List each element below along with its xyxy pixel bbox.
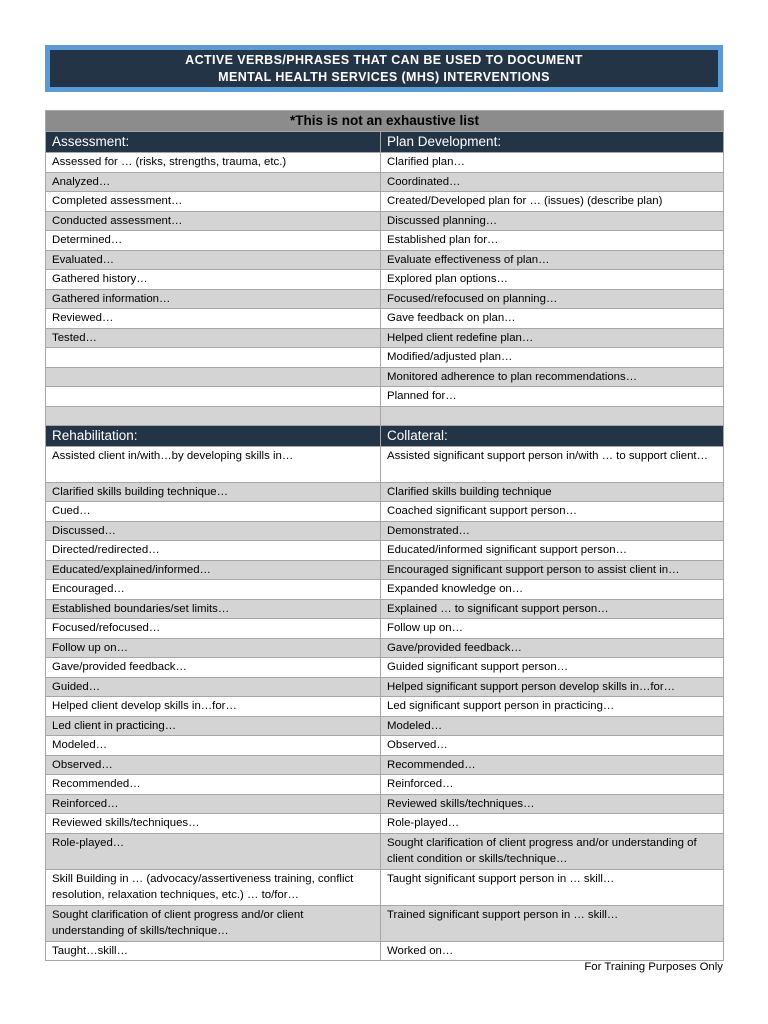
right-cell: Focused/refocused on planning…	[381, 289, 724, 309]
note-row	[46, 111, 724, 132]
right-cell: Expanded knowledge on…	[381, 580, 724, 600]
section-header-row	[46, 132, 724, 153]
left-cell: Gave/provided feedback…	[46, 658, 381, 678]
right-cell: Planned for…	[381, 387, 724, 407]
left-cell: Gathered history…	[46, 270, 381, 290]
left-cell: Analyzed…	[46, 172, 381, 192]
table-row	[46, 869, 724, 905]
left-cell: Helped client develop skills in…for…	[46, 697, 381, 717]
right-cell: Modeled…	[381, 716, 724, 736]
verbs-table	[45, 110, 724, 961]
note-cell: *This is not an exhaustive list	[46, 111, 724, 132]
right-cell: Clarified plan…	[381, 153, 724, 173]
right-cell: Worked on…	[381, 941, 724, 961]
title-line-2: MENTAL HEALTH SERVICES (MHS) INTERVENTIONS	[218, 69, 550, 84]
left-cell: Gathered information…	[46, 289, 381, 309]
left-cell	[46, 367, 381, 387]
table-row	[46, 231, 724, 251]
left-cell: Role-played…	[46, 833, 381, 869]
left-cell	[46, 348, 381, 368]
left-cell: Sought clarification of client progress and/or client understanding of skills/technique…	[46, 905, 381, 941]
right-cell: Helped significant support person develop skills in…for…	[381, 677, 724, 697]
table-row	[46, 755, 724, 775]
right-cell: Guided significant support person…	[381, 658, 724, 678]
left-cell: Led client in practicing…	[46, 716, 381, 736]
right-cell: Educated/informed significant support person…	[381, 541, 724, 561]
left-cell: Tested…	[46, 328, 381, 348]
table-row	[46, 599, 724, 619]
right-cell: Led significant support person in practicing…	[381, 697, 724, 717]
right-cell: Encouraged significant support person to assist client in…	[381, 560, 724, 580]
right-cell: Clarified skills building technique	[381, 482, 724, 502]
table-row	[46, 580, 724, 600]
left-cell: Reviewed…	[46, 309, 381, 329]
table-row	[46, 541, 724, 561]
right-cell: Gave feedback on plan…	[381, 309, 724, 329]
left-cell: Skill Building in … (advocacy/assertiveness training, conflict resolution, relaxation techniques, etc.) … to/for…	[46, 869, 381, 905]
table-row	[46, 794, 724, 814]
right-cell: Recommended…	[381, 755, 724, 775]
left-cell: Educated/explained/informed…	[46, 560, 381, 580]
right-cell: Helped client redefine plan…	[381, 328, 724, 348]
left-cell: Modeled…	[46, 736, 381, 756]
table-row	[46, 172, 724, 192]
table-row	[46, 775, 724, 795]
table-row	[46, 502, 724, 522]
left-cell: Discussed…	[46, 521, 381, 541]
right-cell: Assisted significant support person in/with … to support client…	[381, 446, 724, 482]
table-row	[46, 814, 724, 834]
right-cell: Trained significant support person in … skill…	[381, 905, 724, 941]
right-cell: Sought clarification of client progress and/or understanding of client condition or skills/technique…	[381, 833, 724, 869]
table-row	[46, 560, 724, 580]
left-cell: Encouraged…	[46, 580, 381, 600]
right-cell: Demonstrated…	[381, 521, 724, 541]
title-line-1: ACTIVE VERBS/PHRASES THAT CAN BE USED TO DOCUMENT	[185, 52, 583, 67]
table-row	[46, 521, 724, 541]
left-cell: Assessed for … (risks, strengths, trauma, etc.)	[46, 153, 381, 173]
footer-note: For Training Purposes Only	[584, 961, 723, 973]
rehabilitation-header: Rehabilitation:	[46, 425, 381, 446]
left-cell: Assisted client in/with…by developing skills in…	[46, 446, 381, 482]
right-cell: Established plan for…	[381, 231, 724, 251]
table-row	[46, 153, 724, 173]
table-row	[46, 348, 724, 368]
table-row	[46, 309, 724, 329]
spacer-row	[46, 406, 724, 425]
table-row	[46, 250, 724, 270]
table-row	[46, 833, 724, 869]
title-banner	[45, 45, 723, 92]
table-row	[46, 638, 724, 658]
left-cell: Follow up on…	[46, 638, 381, 658]
left-cell: Established boundaries/set limits…	[46, 599, 381, 619]
plan-development-header: Plan Development:	[381, 132, 724, 153]
section-header-row	[46, 425, 724, 446]
left-cell: Clarified skills building technique…	[46, 482, 381, 502]
table-row	[46, 387, 724, 407]
left-cell: Taught…skill…	[46, 941, 381, 961]
table-row	[46, 619, 724, 639]
table-row	[46, 677, 724, 697]
left-cell: Determined…	[46, 231, 381, 251]
table-row	[46, 192, 724, 212]
collateral-header: Collateral:	[381, 425, 724, 446]
left-cell: Cued…	[46, 502, 381, 522]
table-row	[46, 697, 724, 717]
table-row	[46, 367, 724, 387]
left-cell: Conducted assessment…	[46, 211, 381, 231]
left-cell: Completed assessment…	[46, 192, 381, 212]
right-cell: Follow up on…	[381, 619, 724, 639]
right-cell: Evaluate effectiveness of plan…	[381, 250, 724, 270]
right-cell: Modified/adjusted plan…	[381, 348, 724, 368]
right-cell: Reviewed skills/techniques…	[381, 794, 724, 814]
table-row	[46, 270, 724, 290]
left-cell	[46, 387, 381, 407]
right-cell: Role-played…	[381, 814, 724, 834]
table-row	[46, 716, 724, 736]
left-cell: Evaluated…	[46, 250, 381, 270]
spacer-cell	[381, 406, 724, 425]
right-cell: Explained … to significant support person…	[381, 599, 724, 619]
left-cell: Focused/refocused…	[46, 619, 381, 639]
right-cell: Explored plan options…	[381, 270, 724, 290]
right-cell: Taught significant support person in … skill…	[381, 869, 724, 905]
left-cell: Reviewed skills/techniques…	[46, 814, 381, 834]
right-cell: Gave/provided feedback…	[381, 638, 724, 658]
assessment-header: Assessment:	[46, 132, 381, 153]
table-row	[46, 482, 724, 502]
left-cell: Recommended…	[46, 775, 381, 795]
table-row	[46, 328, 724, 348]
right-cell: Reinforced…	[381, 775, 724, 795]
spacer-cell	[46, 406, 381, 425]
right-cell: Coordinated…	[381, 172, 724, 192]
left-cell: Reinforced…	[46, 794, 381, 814]
title-banner-inner	[50, 50, 718, 87]
table-row	[46, 941, 724, 961]
right-cell: Monitored adherence to plan recommendations…	[381, 367, 724, 387]
left-cell: Observed…	[46, 755, 381, 775]
verbs-table-body	[46, 111, 724, 961]
right-cell: Discussed planning…	[381, 211, 724, 231]
table-row	[46, 658, 724, 678]
table-row	[46, 211, 724, 231]
table-row	[46, 905, 724, 941]
table-row	[46, 289, 724, 309]
right-cell: Coached significant support person…	[381, 502, 724, 522]
table-row	[46, 736, 724, 756]
table-row	[46, 446, 724, 482]
left-cell: Directed/redirected…	[46, 541, 381, 561]
right-cell: Created/Developed plan for … (issues) (describe plan)	[381, 192, 724, 212]
right-cell: Observed…	[381, 736, 724, 756]
left-cell: Guided…	[46, 677, 381, 697]
